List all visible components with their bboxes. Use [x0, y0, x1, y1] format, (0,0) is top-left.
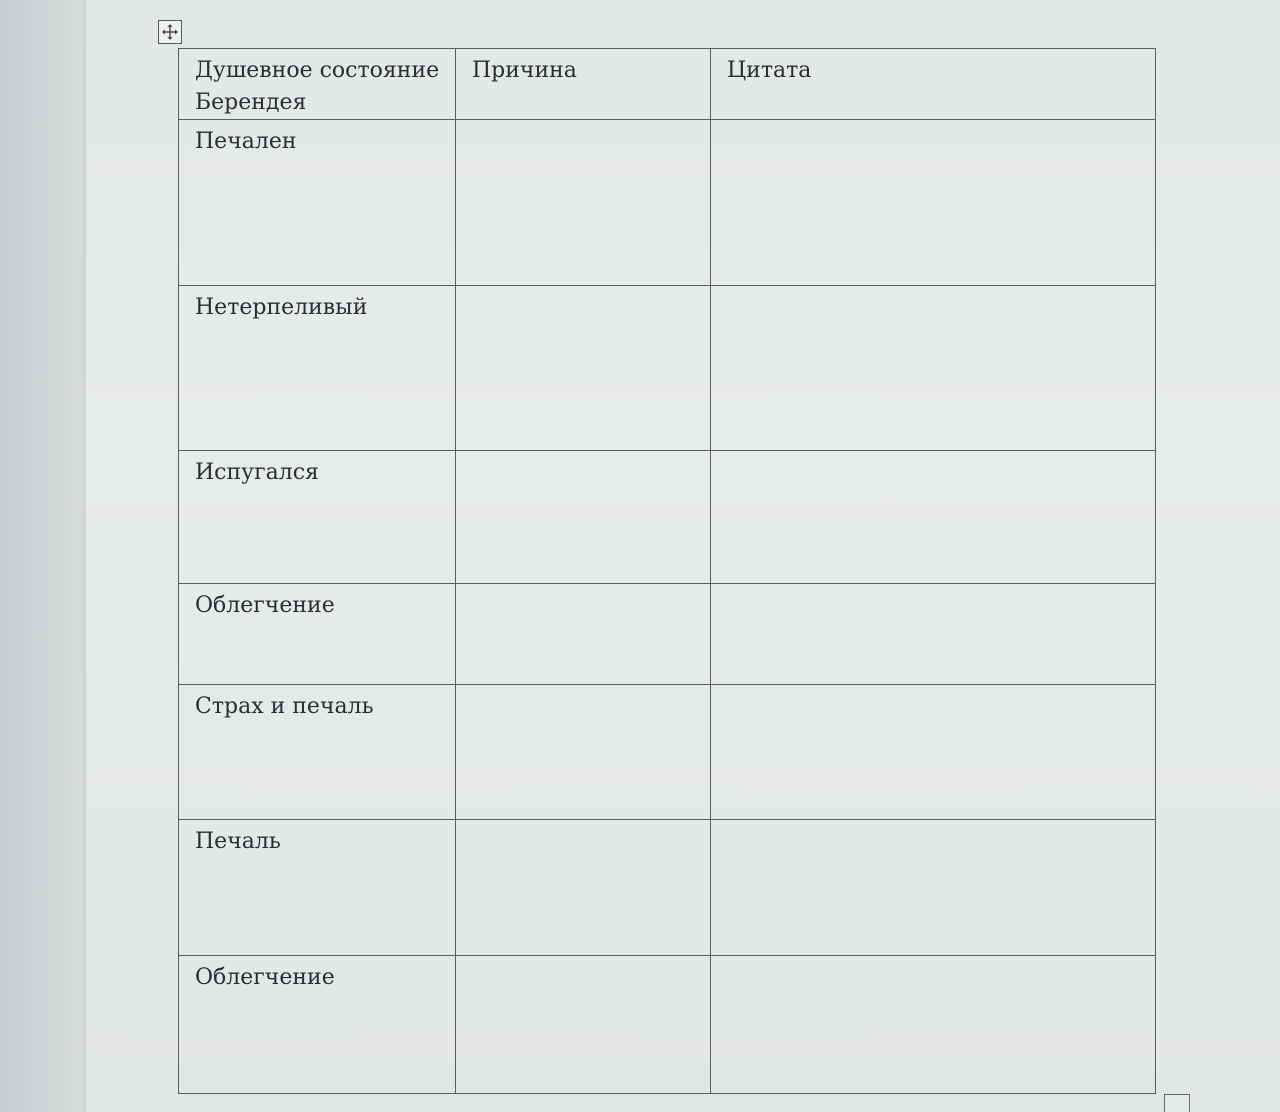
reason-cell[interactable]	[456, 451, 711, 584]
state-cell[interactable]: Испугался	[179, 451, 456, 584]
state-cell[interactable]: Страх и печаль	[179, 685, 456, 820]
table-row	[179, 956, 1156, 1094]
table-move-handle-icon[interactable]	[158, 20, 182, 44]
header-cell-reason[interactable]: Причина	[456, 49, 711, 120]
state-cell[interactable]: Облегчение	[179, 956, 456, 1094]
quote-cell[interactable]	[711, 286, 1156, 451]
table-row	[179, 685, 1156, 820]
quote-cell[interactable]	[711, 584, 1156, 685]
header-cell-state[interactable]: Душевное состояние Берендея	[179, 49, 456, 120]
reason-cell[interactable]	[456, 820, 711, 956]
state-cell[interactable]: Печален	[179, 120, 456, 286]
reason-cell[interactable]	[456, 956, 711, 1094]
state-cell[interactable]: Нетерпеливый	[179, 286, 456, 451]
reason-cell[interactable]	[456, 286, 711, 451]
table-row	[179, 120, 1156, 286]
table-row	[179, 451, 1156, 584]
table-row	[179, 584, 1156, 685]
table-header-row	[179, 49, 1156, 120]
state-cell[interactable]: Облегчение	[179, 584, 456, 685]
reason-cell[interactable]	[456, 685, 711, 820]
table-row	[179, 286, 1156, 451]
quote-cell[interactable]	[711, 451, 1156, 584]
berendey-state-table	[178, 48, 1156, 1094]
table-resize-corner-icon[interactable]	[1164, 1094, 1190, 1112]
quote-cell[interactable]	[711, 956, 1156, 1094]
move-arrows-icon	[161, 23, 179, 41]
reason-cell[interactable]	[456, 120, 711, 286]
header-cell-quote[interactable]: Цитата	[711, 49, 1156, 120]
table-row	[179, 820, 1156, 956]
quote-cell[interactable]	[711, 685, 1156, 820]
quote-cell[interactable]	[711, 120, 1156, 286]
state-cell[interactable]: Печаль	[179, 820, 456, 956]
reason-cell[interactable]	[456, 584, 711, 685]
quote-cell[interactable]	[711, 820, 1156, 956]
